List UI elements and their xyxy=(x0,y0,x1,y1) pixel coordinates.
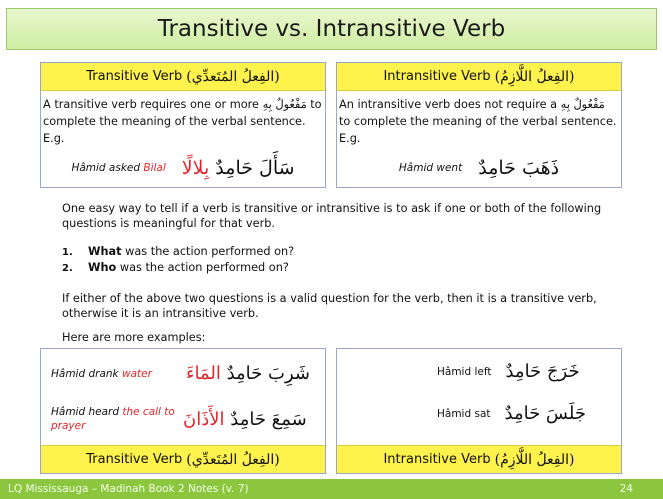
transitive-definition xyxy=(41,91,325,147)
transitive-heading xyxy=(41,63,325,91)
transitive-example-1-en xyxy=(51,368,186,380)
transitive-footer-en: Transitive Verb xyxy=(86,452,183,467)
intransitive-example-en: Hâmid went xyxy=(398,162,463,174)
transitive-example-1-ar xyxy=(186,363,310,384)
question-2-num: 2. xyxy=(62,263,73,274)
question-1-num: 1. xyxy=(62,247,73,258)
transitive-example xyxy=(41,153,325,183)
question-1-rest: was the action performed on? xyxy=(125,245,295,258)
transitive-example-2 xyxy=(51,405,321,433)
transitive-example-2-ar-verb: سَمِعَ حَامِدٌ xyxy=(230,408,307,430)
intransitive-example-1-ar: خَرَجَ حَامِدٌ xyxy=(505,361,580,382)
transitive-footer-ar: (الفِعلُ المُتَعدِّي) xyxy=(186,451,280,468)
intransitive-heading-ar: (الفِعلُ اللَّازِمُ) xyxy=(494,68,575,85)
explanation-text: One easy way to tell if a verb is transitive or intransitive is to ask if one or both of the following questions is meaningful for that verb. xyxy=(62,202,602,230)
intransitive-definition xyxy=(337,91,621,147)
transitive-heading-en: Transitive Verb xyxy=(86,69,183,84)
transitive-example-1-en-pre: Hâmid drank xyxy=(51,367,119,380)
intransitive-example-1 xyxy=(437,361,580,382)
transitive-example-1-ar-obj: المَاءَ xyxy=(186,363,221,384)
intransitive-text-after: to complete the meaning of the verbal sentence. E.g. xyxy=(339,115,617,145)
question-1-bold: What xyxy=(88,245,122,258)
conclusion-text: If either of the above two questions is a valid question for the verb, then it is a transitive verb, otherwise it is an intransitive verb. xyxy=(62,292,597,320)
transitive-example-en-obj: Bilal xyxy=(143,162,166,174)
intransitive-heading-en: Intransitive Verb xyxy=(383,69,491,84)
transitive-heading-ar: (الفِعلُ المُتَعدِّي) xyxy=(186,68,280,85)
transitive-example-ar-obj: بِلالًا xyxy=(181,157,210,179)
transitive-example-ar-verb: سَأَلَ حَامِدٌ xyxy=(215,157,295,179)
transitive-footer-heading xyxy=(41,445,325,473)
transitive-examples-box xyxy=(40,348,326,474)
transitive-text-after: to complete the meaning of the verbal sentence. E.g. xyxy=(43,98,322,145)
intransitive-example-2-en: Hâmid sat xyxy=(437,407,491,420)
footer-text: LQ Mississauga – Madinah Book 2 Notes (v. 7) xyxy=(8,483,249,495)
slide-title: Transitive vs. Intransitive Verb xyxy=(6,8,657,50)
page-number: 24 xyxy=(619,483,633,495)
transitive-example-en-pre: Hâmid asked xyxy=(71,162,141,174)
transitive-example-1-ar-verb: شَرِبَ حَامِدٌ xyxy=(226,363,310,384)
intransitive-example-2-ar: جَلَسَ حَامِدٌ xyxy=(504,403,586,424)
intransitive-example-ar: ذَهَبَ حَامِدٌ xyxy=(478,157,560,179)
intransitive-example-2 xyxy=(437,403,586,424)
question-2-bold: Who xyxy=(88,261,117,274)
transitive-example-1-en-obj: water xyxy=(121,367,152,380)
transitive-example-2-en-obj: the call to prayer xyxy=(51,406,175,432)
transitive-example-ar xyxy=(182,157,295,179)
intransitive-footer-en: Intransitive Verb xyxy=(383,452,491,467)
transitive-example-2-ar xyxy=(183,409,307,430)
more-examples-label: Here are more examples: xyxy=(62,331,206,344)
transitive-example-2-en xyxy=(51,405,179,433)
transitive-example-1 xyxy=(51,363,321,384)
transitive-definition-box xyxy=(40,62,326,188)
question-2-rest: was the action performed on? xyxy=(119,261,289,274)
question-2 xyxy=(62,261,289,274)
transitive-text-ar: مَفْعُولٌ بِهِ xyxy=(262,98,307,111)
transitive-example-2-ar-obj: الأَذَانَ xyxy=(183,408,225,430)
intransitive-heading xyxy=(337,63,621,91)
question-1 xyxy=(62,245,294,258)
intransitive-text-before: An intransitive verb does not require a xyxy=(339,98,558,111)
transitive-example-en xyxy=(71,162,165,174)
intransitive-example-1-en: Hâmid left xyxy=(437,365,492,378)
intransitive-examples-box xyxy=(336,348,622,474)
transitive-text-before: A transitive verb requires one or more xyxy=(43,98,259,111)
intransitive-footer-ar: (الفِعلُ اللَّازِمُ) xyxy=(494,451,575,468)
intransitive-text-ar: مَفْعُولٌ بِهِ xyxy=(560,98,605,111)
intransitive-example xyxy=(337,153,621,183)
slide-footer xyxy=(0,479,663,499)
intransitive-definition-box xyxy=(336,62,622,188)
intransitive-footer-heading xyxy=(337,445,621,473)
transitive-example-2-en-pre: Hâmid heard xyxy=(51,406,120,418)
